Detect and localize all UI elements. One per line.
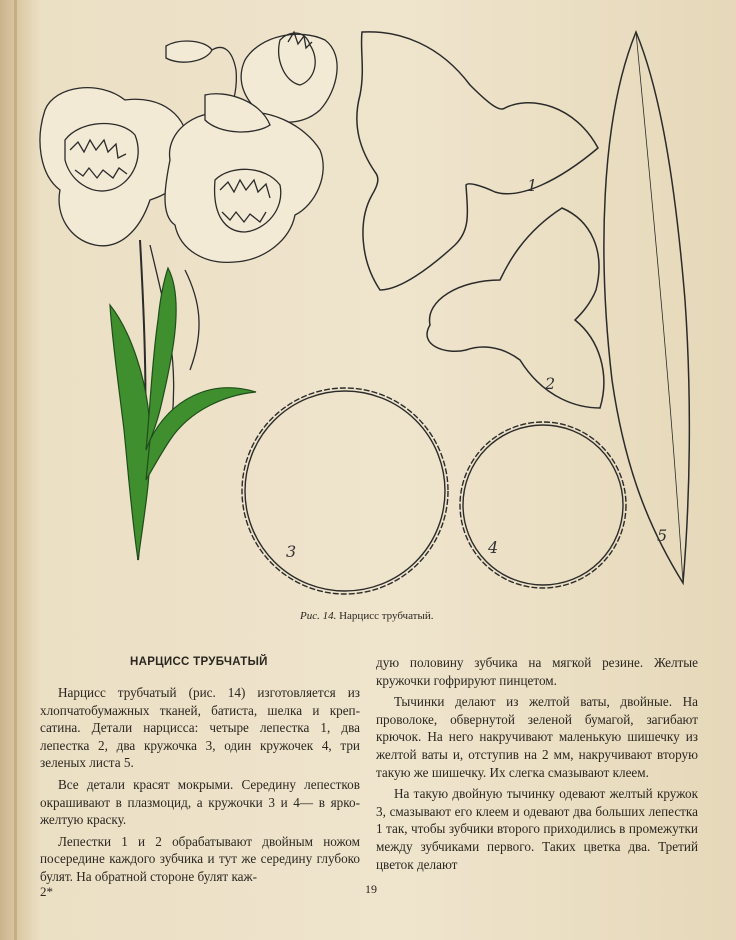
flower-leaves [110,268,256,560]
pattern-petal-2 [427,208,604,408]
pattern-label-5: 5 [657,526,668,545]
paragraph-2: Все детали красят мокрыми. Середину лепестков окрашивают в плазмоцид, а кружочки 3 и 4— в ярко-желтую краску. [40,776,360,828]
figure-caption-text: Нарцисс трубчатый. [339,610,434,622]
pattern-label-3: 3 [286,542,297,561]
paragraph-1: Нарцисс трубчатый (рис. 14) изготовляется из хлопчатобумажных тканей, батиста, шелка и креп-сатина. Детали нарцисса: четыре лепестка 1, два лепестка 2, два кружочка 3, один кружочек 4, три зеленых листа 5. [40,685,360,771]
column-left [40,684,360,890]
pattern-lace-4 [460,422,626,588]
page-number: 19 [365,882,377,896]
paragraph-5: Тычинки делают из желтой ваты, двойные. На проволоке, обвернутой зеленой бумагой, загибают крючок. На него накручивают маленькую шишечку из желтой ваты и, отступив на 2 мм, накручивают вторую такую же шишечку. Их слегка смазывают клеем. [376,694,698,780]
paragraph-3: Лепестки 1 и 2 обрабатывают двойным ножом посередине каждого зубчика и тут же середину глубоко булят. На обратной стороне булят каж- [40,833,360,884]
flower-drawing [40,32,337,560]
figure-caption-number: Рис. 14. [300,610,337,622]
pattern-label-2: 2 [545,374,556,393]
pattern-leaf-5 [604,32,689,583]
column-right [376,654,698,877]
figure-caption [300,610,500,622]
paragraph-4: дую половину зубчика на мягкой резине. Желтые кружочки гофрируют пинцетом. [376,655,698,688]
pattern-label-4: 4 [488,538,499,557]
flower-bud [166,41,212,62]
pattern-label-1: 1 [527,176,538,195]
pattern-petal-1 [357,32,598,290]
pattern-lace-3 [242,388,448,594]
paragraph-6: На такую двойную тычинку одевают желтый кружок 3, смазывают его клеем и одевают два больших лепестка 1 так, чтобы зубчики второго приходились в промежутки между зубчиками первого. Таких цветка два. Третий цветок делают [376,786,698,872]
section-heading: НАРЦИСС ТРУБЧАТЫЙ [130,656,268,668]
flower-left [40,88,188,246]
signature-mark: 2* [40,884,53,899]
